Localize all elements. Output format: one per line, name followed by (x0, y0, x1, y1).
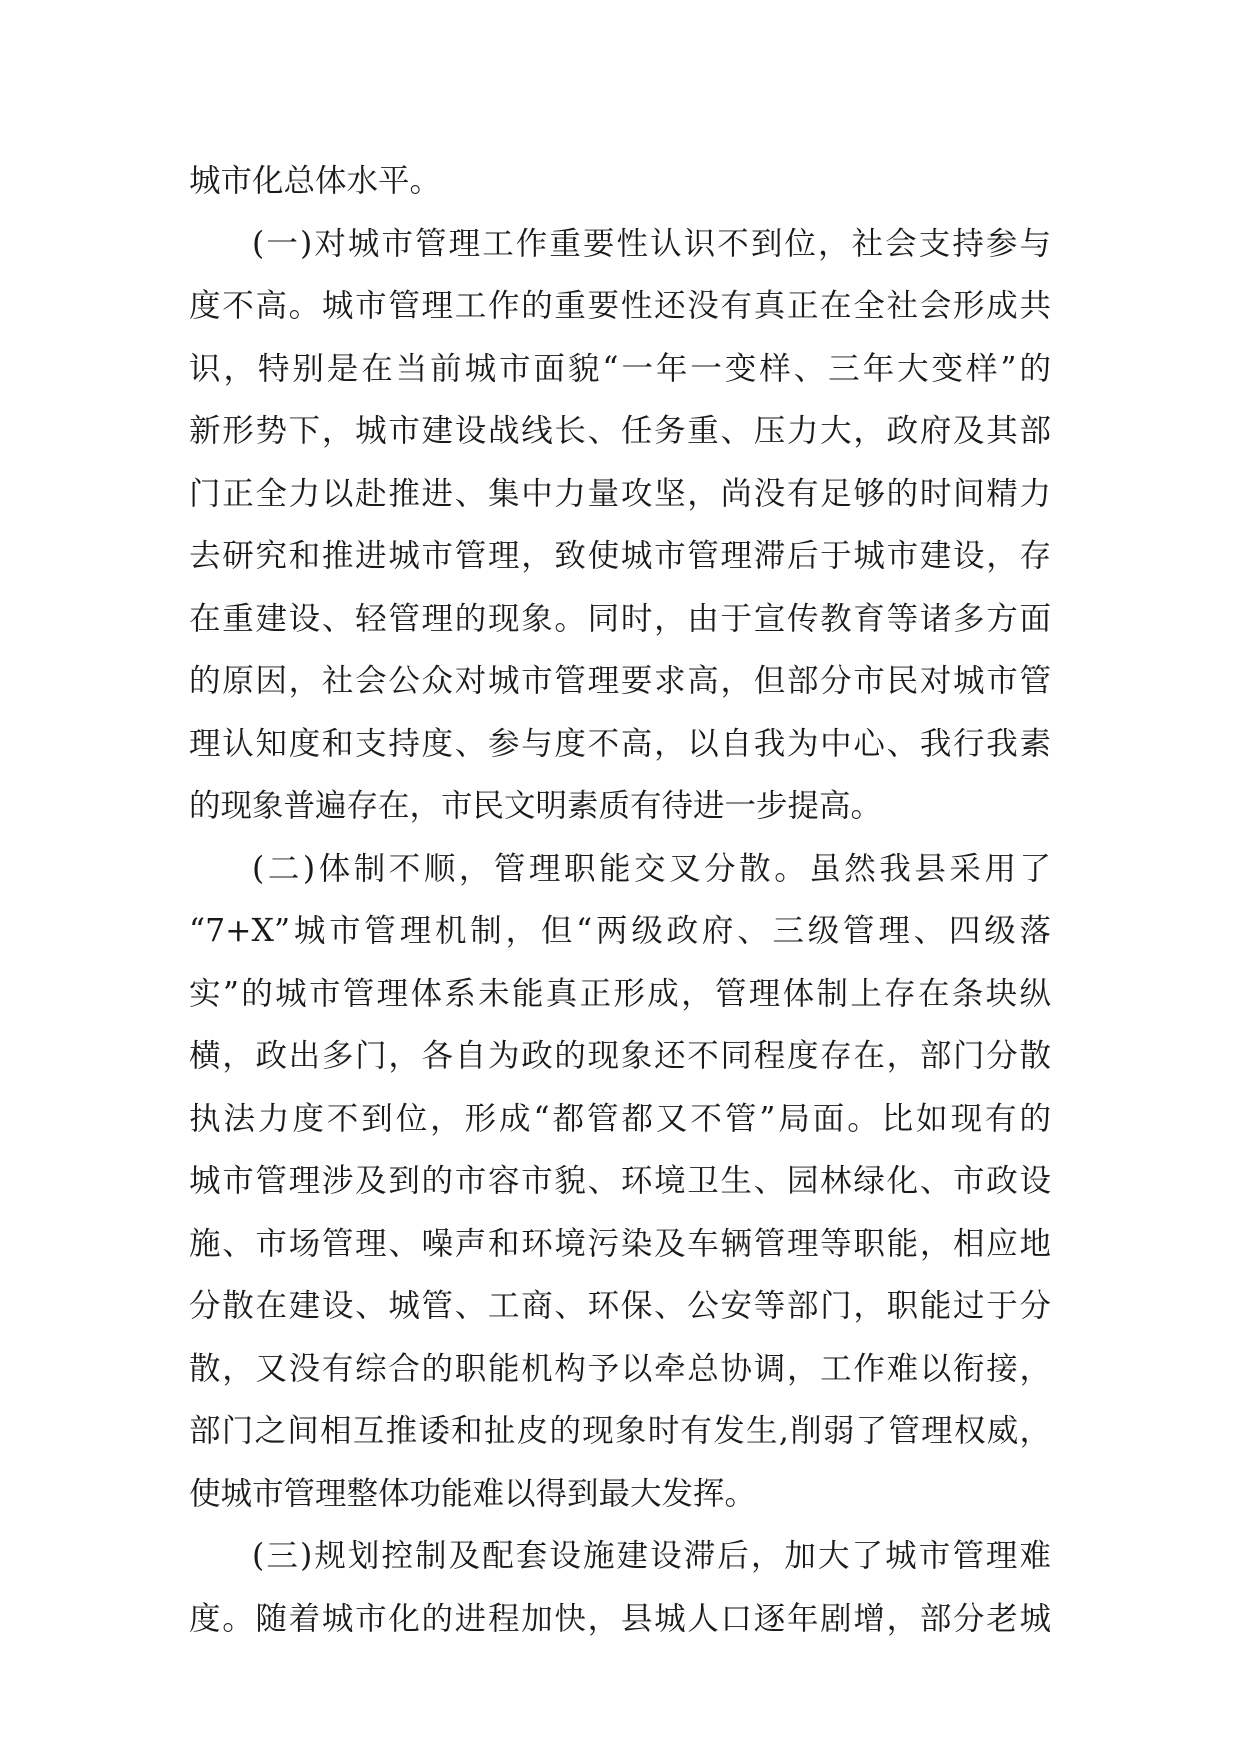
text-line: 度。随着城市化的进程加快，县城人口逐年剧增，部分老城 (189, 1600, 1051, 1637)
text-line: 城市化总体水平。 (189, 163, 442, 199)
text-line: 施、市场管理、噪声和环境污染及车辆管理等职能，相应地 (189, 1225, 1051, 1262)
text-line: 执法力度不到位，形成“都管都又不管”局面。比如现有的 (189, 1100, 1051, 1137)
text-line: 新形势下，城市建设战线长、任务重、压力大，政府及其部 (189, 413, 1051, 449)
text-line: 度不高。城市管理工作的重要性还没有真正在全社会形成共 (189, 288, 1051, 324)
text-line: 的现象普遍存在，市民文明素质有待进一步提高。 (189, 788, 883, 824)
text-line: 理认知度和支持度、参与度不高，以自我为中心、我行我素 (189, 725, 1051, 762)
text-line: 使城市管理整体功能难以得到最大发挥。 (189, 1475, 757, 1512)
text-line: 门正全力以赴推进、集中力量攻坚，尚没有足够的时间精力 (189, 475, 1051, 512)
text-line: 散，又没有综合的职能机构予以牵总协调，工作难以衔接， (189, 1350, 1051, 1387)
text-line: 去研究和推进城市管理，致使城市管理滞后于城市建设，存 (189, 538, 1051, 574)
text-line: 分散在建设、城管、工商、环保、公安等部门，职能过于分 (189, 1288, 1051, 1324)
body-text (189, 150, 1051, 1650)
paragraph-first-line: (一)对城市管理工作重要性认识不到位，社会支持参与 (252, 225, 1051, 262)
text-line: 横，政出多门，各自为政的现象还不同程度存在，部门分散 (189, 1038, 1051, 1074)
text-line: 在重建设、轻管理的现象。同时，由于宣传教育等诸多方面 (189, 600, 1051, 637)
text-line: 城市管理涉及到的市容市貌、环境卫生、园林绿化、市政设 (189, 1163, 1051, 1199)
paragraph-first-line: (三)规划控制及配套设施建设滞后，加大了城市管理难 (252, 1538, 1051, 1574)
text-line: 实”的城市管理体系未能真正形成，管理体制上存在条块纵 (189, 975, 1051, 1012)
paragraph-first-line: (二)体制不顺，管理职能交叉分散。虽然我县采用了 (252, 850, 1051, 887)
text-line: 部门之间相互推诿和扯皮的现象时有发生,削弱了管理权威， (189, 1413, 1051, 1449)
text-line: “7+X”城市管理机制，但“两级政府、三级管理、四级落 (189, 913, 1051, 949)
text-line: 识，特别是在当前城市面貌“一年一变样、三年大变样”的 (189, 350, 1051, 387)
text-line: 的原因，社会公众对城市管理要求高，但部分市民对城市管 (189, 663, 1051, 699)
